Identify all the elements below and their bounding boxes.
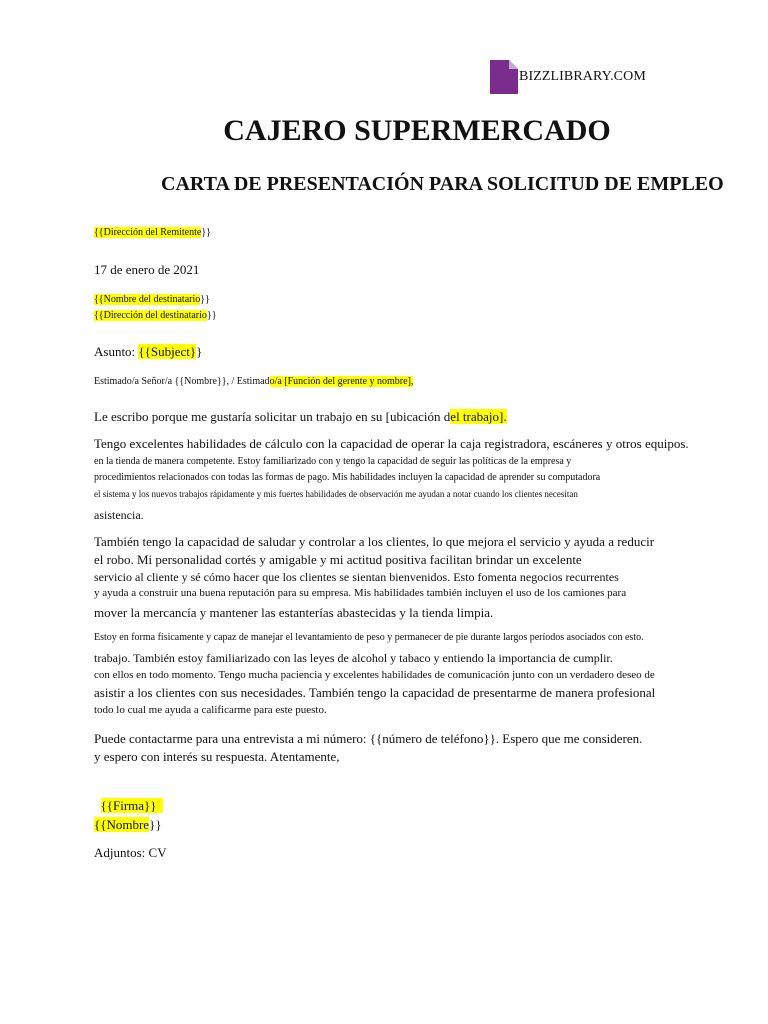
paragraph-3-line: asistir a los clientes con sus necesidades. También tengo la capacidad de presentarme de manera profesional [94, 685, 656, 700]
recipient-address-suffix: }} [206, 310, 217, 321]
recipient-address [94, 310, 217, 321]
paragraph-2-line: servicio al cliente y sé cómo hacer que los clientes se sientan bienvenidos. Esto fomenta negocios recurrentes [94, 570, 619, 584]
paragraph-1-line: procedimientos relacionados con todas las formas de pago. Mis habilidades incluyen la capacidad de aprender su computadora [94, 472, 601, 483]
sender-name [94, 817, 162, 833]
recipient-address-placeholder: {{Dirección del destinatario [94, 310, 207, 321]
document-title: CAJERO SUPERMERCADO [223, 114, 611, 147]
paragraph-2-line: También tengo la capacidad de saludar y controlar a los clientes, lo que mejora el servicio y ayuda a reducir [94, 534, 655, 549]
greeting-placeholder: o/a [Función del gerente y nombre], [269, 376, 414, 387]
recipient-name [94, 294, 210, 305]
paragraph-3-line: todo lo cual me ayuda a calificarme para este puesto. [94, 704, 327, 716]
paragraph-1-line: el sistema y los nuevos trabajos rápidamente y mis fuertes habilidades de observación me ayudan a notar cuando los clientes necesitan [94, 489, 578, 499]
sender-address-suffix: }} [201, 227, 211, 238]
paragraph-1-line: en la tienda de manera competente. Estoy familiarizado con y tengo la capacidad de seguir las políticas de la empresa y [94, 456, 572, 467]
recipient-name-placeholder: {{Nombre del destinatario [94, 294, 201, 305]
paragraph-3-line: Estoy en forma físicamente y capaz de manejar el levantamiento de peso y permanecer de pie durante largos períodos asociados con esto. [94, 632, 644, 643]
sender-address [94, 227, 211, 238]
signature-placeholder: {{Firma}} [100, 798, 164, 813]
letter-date: 17 de enero de 2021 [94, 262, 200, 277]
paragraph-2-line: el robo. Mi personalidad cortés y amigable y mi actitud positiva facilitan brindar un excelente [94, 552, 582, 567]
greeting [94, 376, 413, 387]
intro-text: Le escribo porque me gustaría solicitar un trabajo en su [ubicación d [94, 409, 451, 424]
subject-line [94, 344, 202, 360]
paragraph-3-line: con ellos en todo momento. Tengo mucha paciencia y excelentes habilidades de comunicación junto con un verdadero deseo de [94, 669, 655, 681]
signature [94, 782, 163, 814]
sender-name-placeholder: {{Nombre [94, 817, 150, 832]
attachments: Adjuntos: CV [94, 845, 167, 860]
subject-label: Asunto: [94, 344, 139, 359]
closing-line: y espero con interés su respuesta. Atentamente, [94, 749, 340, 764]
intro-placeholder: el trabajo]. [450, 409, 507, 424]
paragraph-3-line: trabajo. También estoy familiarizado con las leyes de alcohol y tabaco y entiendo la importancia de cumplir. [94, 651, 613, 665]
closing-line: Puede contactarme para una entrevista a mi número: {{número de teléfono}}. Espero que me consideren. [94, 731, 643, 746]
document-subtitle: CARTA DE PRESENTACIÓN PARA SOLICITUD DE EMPLEO [161, 173, 724, 195]
subject-placeholder: {{Subject} [138, 344, 197, 359]
intro-line [94, 409, 507, 425]
greeting-text: Estimado/a Señor/a {{Nombre}}, / Estimad [94, 376, 270, 387]
paragraph-1-line: Tengo excelentes habilidades de cálculo con la capacidad de operar la caja registradora, escáneres y otros equipos. [94, 436, 689, 451]
paragraph-2-line: y ayuda a construir una buena reputación para su empresa. Mis habilidades también incluyen el uso de los camiones para [94, 587, 627, 599]
sender-name-suffix: }} [149, 817, 162, 832]
paragraph-2-line: mover la mercancía y mantener las estanterías abastecidas y la tienda limpia. [94, 605, 494, 620]
sender-address-placeholder: {{Dirección del Remitente [94, 227, 202, 238]
recipient-name-suffix: }} [200, 294, 210, 305]
document-icon [490, 60, 518, 94]
brand-logo-text: BIZZLIBRARY.COM [519, 69, 646, 84]
paragraph-1-line: asistencia. [94, 508, 144, 522]
subject-suffix: } [196, 344, 203, 359]
